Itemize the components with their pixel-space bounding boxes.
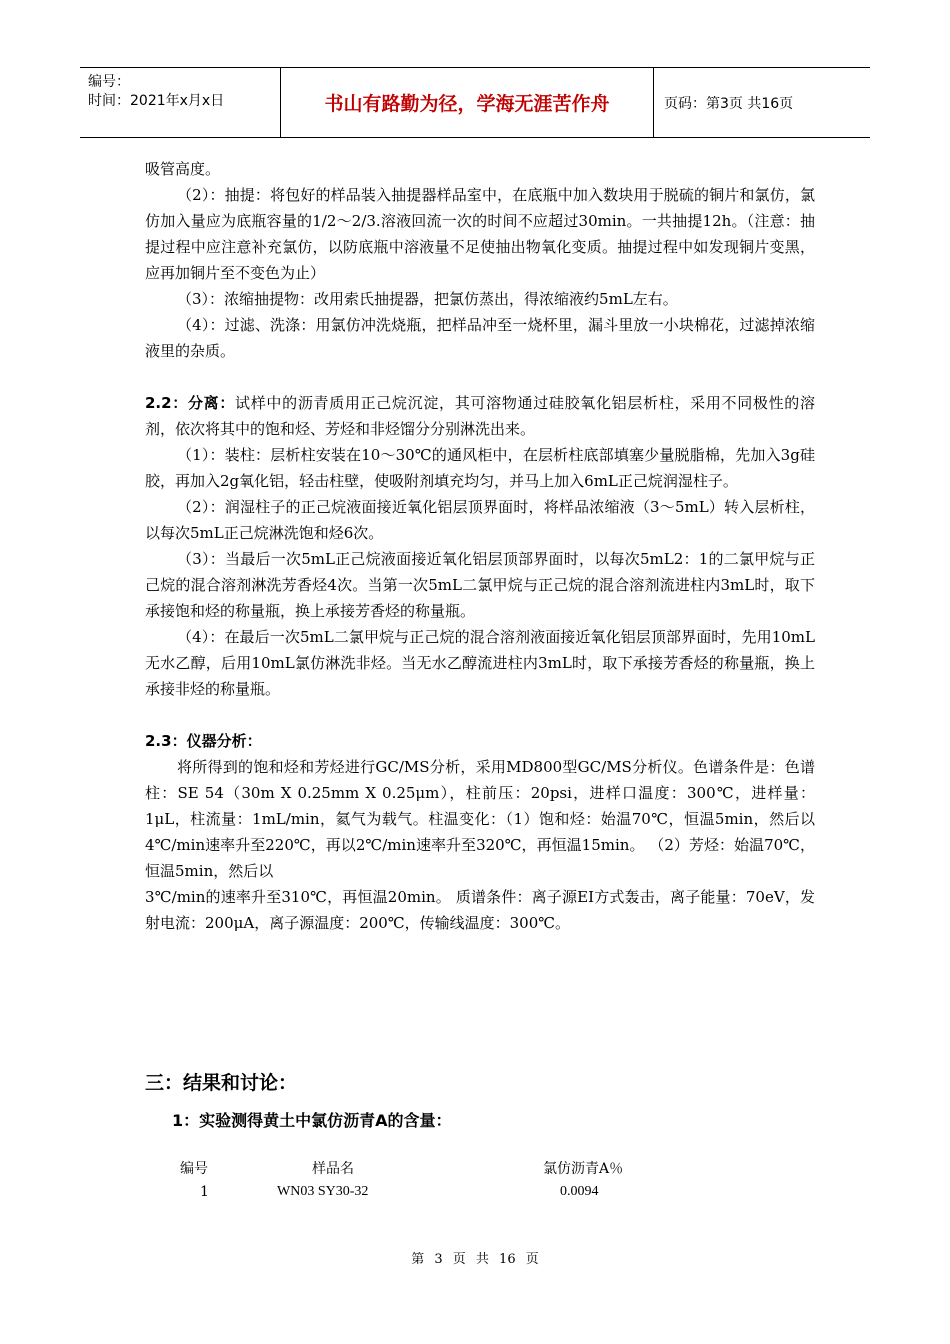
paragraph: 3℃/min的速率升至310℃，再恒温20min。 质谱条件：离子源EI方式轰击，离子能量：70eV，发射电流：200μA，离子源温度：200℃，传输线温度：300℃。 [145, 888, 815, 932]
page-footer: 第 3 页 共 16 页 [411, 1252, 539, 1267]
header-page-info: 页码：第3页 共16页 [664, 95, 794, 112]
paragraph: （4）：在最后一次5mL二氯甲烷与正己烷的混合溶剂液面接近氧化铝层顶部界面时，先用10mL无水乙醇，后用10mL氯仿淋洗非烃。当无水乙醇流进柱内3mL时，取下承接芳香烃的称量瓶，换上承接非烃的称量瓶。 [145, 628, 815, 698]
column-header: 样品名 [312, 1161, 354, 1177]
paragraph: 吸管高度。 [145, 160, 221, 178]
section-3-title: 三：结果和讨论： [145, 1072, 298, 1094]
paragraph: 将所得到的饱和烃和芳烃进行GC/MS分析，采用MD800型GC/MS分析仪。色谱条件是：色谱柱：SE 54（30m X 0.25mm X 0.25μm），柱前压：20psi，进样口温度：300℃，进样量：1μL，柱流量：1mL/min，氦气为载气。柱温变化：（1）饱和烃：始温70℃，恒温5min，然后以4℃/min速率升至220℃，再以2℃/min速率升至320℃，再恒温15min。 （2）芳烃：始温70℃，恒温5min，然后以 [145, 758, 815, 880]
paragraph: （1）：装柱：层析柱安装在10～30℃的通风柜中，在层析柱底部填塞少量脱脂棉，先加入3g硅胶，再加入2g氧化铝，轻击柱壁，使吸附剂填充均匀，并马上加入6mL正己烷润湿柱子。 [145, 446, 815, 490]
paragraph: （4）：过滤、洗涤：用氯仿冲洗烧瓶，把样品冲至一烧杯里，漏斗里放一小块棉花，过滤掉浓缩液里的杂质。 [145, 316, 815, 360]
header-motto: 书山有路勤为径，学海无涯苦作舟 [280, 68, 654, 137]
table-cell-name: WN03 SY30-32 [277, 1184, 369, 1199]
page-header [80, 67, 870, 138]
section-3-subtitle: 1：实验测得黄土中氯仿沥青A的含量： [172, 1111, 452, 1130]
section-2-3-label: 2.3：仪器分析： [145, 732, 262, 750]
section-2-2-label: 2.2：分离： [145, 394, 236, 412]
header-meta [80, 68, 280, 137]
paragraph: （2）：润湿柱子的正己烷液面接近氧化铝层顶界面时，将样品浓缩液（3～5mL）转入层析柱，以每次5mL正己烷淋洗饱和烃6次。 [145, 498, 815, 542]
paragraph: （2）：抽提：将包好的样品装入抽提器样品室中，在底瓶中加入数块用于脱硫的铜片和氯仿，氯仿加入量应为底瓶容量的1/2～2/3.溶液回流一次的时间不应超过30min。一共抽提12h。（注意：抽提过程中应注意补充氯仿，以防底瓶中溶液量不足使抽出物氧化变质。抽提过程中如发现铜片变黑，应再加铜片至不变色为止） [145, 186, 815, 282]
section-2-2 [145, 390, 815, 442]
doc-time: 时间：2021年x月x日 [88, 93, 225, 109]
doc-number: 编号： [88, 74, 130, 90]
column-header: 氯仿沥青A％ [543, 1161, 624, 1177]
table-cell-no: 1 [200, 1184, 209, 1200]
table-cell-value: 0.0094 [560, 1184, 599, 1199]
column-header: 编号 [180, 1161, 208, 1177]
paragraph: （3）：当最后一次5mL正己烷液面接近氧化铝层顶部界面时，以每次5mL2：1的二氯甲烷与正己烷的混合溶剂淋洗芳香烃4次。当第一次5mL二氯甲烷与正己烷的混合溶剂流进柱内3mL时，取下承接饱和烃的称量瓶，换上承接芳香烃的称量瓶。 [145, 550, 815, 620]
document-body [145, 156, 815, 936]
paragraph: （3）：浓缩抽提物：改用索氏抽提器，把氯仿蒸出，得浓缩液约5mL左右。 [177, 290, 678, 308]
section-2-2-text: 试样中的沥青质用正己烷沉淀，其可溶物通过硅胶氧化铝层析柱，采用不同极性的溶剂，依次将其中的饱和烃、芳烃和非烃馏分分别淋洗出来。 [145, 394, 815, 438]
